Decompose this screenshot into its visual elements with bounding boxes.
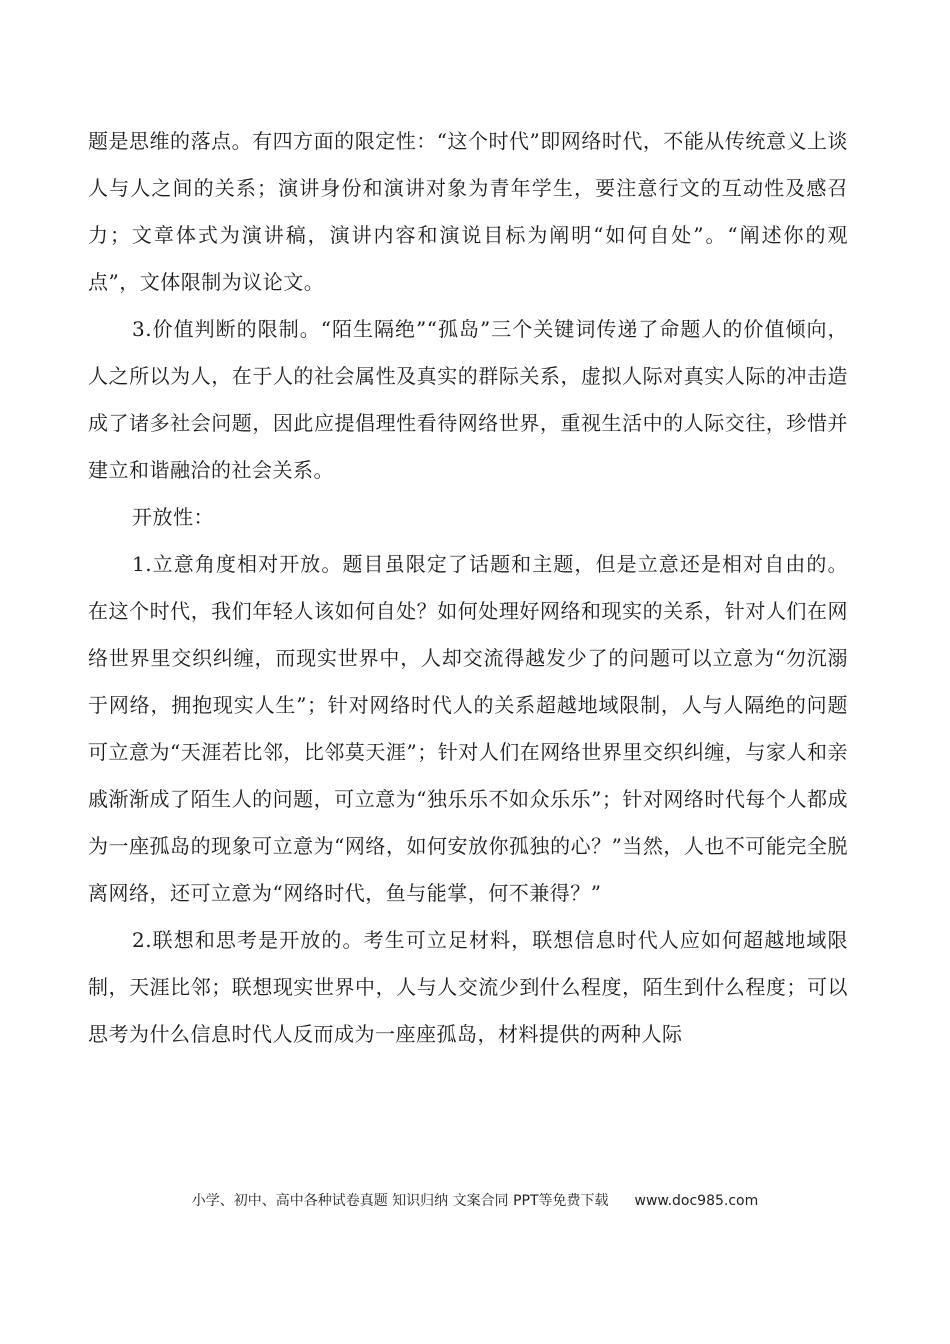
paragraph-limitation-topic: 题是思维的落点。有四方面的限定性：“这个时代”即网络时代，不能从传统意义上谈人与人之间的关系；演讲身份和演讲对象为青年学生，要注意行文的互动性及感召力；文章体式为演讲稿，演讲内容和演说目标为阐明“如何自处”。“阐述你的观点”，文体限制为议论文。 [88, 129, 848, 294]
paragraph-value-judgment: 3.价值判断的限制。“陌生隔绝”“孤岛”三个关键词传递了命题人的价值倾向，人之所以为人，在于人的社会属性及真实的群际关系，虚拟人际对真实人际的冲击造成了诸多社会问题，因此应提倡理性看待网络世界，重视生活中的人际交往，珍惜并建立和谐融洽的社会关系。 [88, 317, 848, 482]
paragraph-open-angle: 1.立意角度相对开放。题目虽限定了话题和主题，但是立意还是相对自由的。在这个时代，我们年轻人该如何自处？如何处理好网络和现实的关系，针对人们在网络世界里交织纠缠，而现实世界中，人却交流得越发少了的问题可以立意为“勿沉溺于网络，拥抱现实人生”；针对网络时代人的关系超越地域限制，人与人隔绝的问题可立意为“天涯若比邻，比邻莫天涯”；针对人们在网络世界里交织纠缠，与家人和亲戚渐渐成了陌生人的问题，可立意为“独乐乐不如众乐乐”；针对网络时代每个人都成为一座孤岛的现象可立意为“网络，如何安放你孤独的心？”当然，人也不可能完全脱离网络，还可立意为“网络时代，鱼与能掌，何不兼得？” [88, 552, 848, 905]
page-footer [0, 1190, 950, 1210]
footer-text: 小学、初中、高中各种试卷真题 知识归纳 文案合同 PPT等免费下载 [191, 1193, 609, 1209]
paragraph-open-thinking: 2.联想和思考是开放的。考生可立足材料，联想信息时代人应如何超越地域限制，天涯比邻；联想现实世界中，人与人交流少到什么程度，陌生到什么程度；可以思考为什么信息时代人反而成为一座座孤岛，材料提供的两种人际 [88, 928, 848, 1046]
document-body [88, 118, 848, 1058]
footer-site-link[interactable]: www.doc985.com [634, 1193, 759, 1209]
paragraph-openness-heading: 开放性： [132, 505, 214, 529]
